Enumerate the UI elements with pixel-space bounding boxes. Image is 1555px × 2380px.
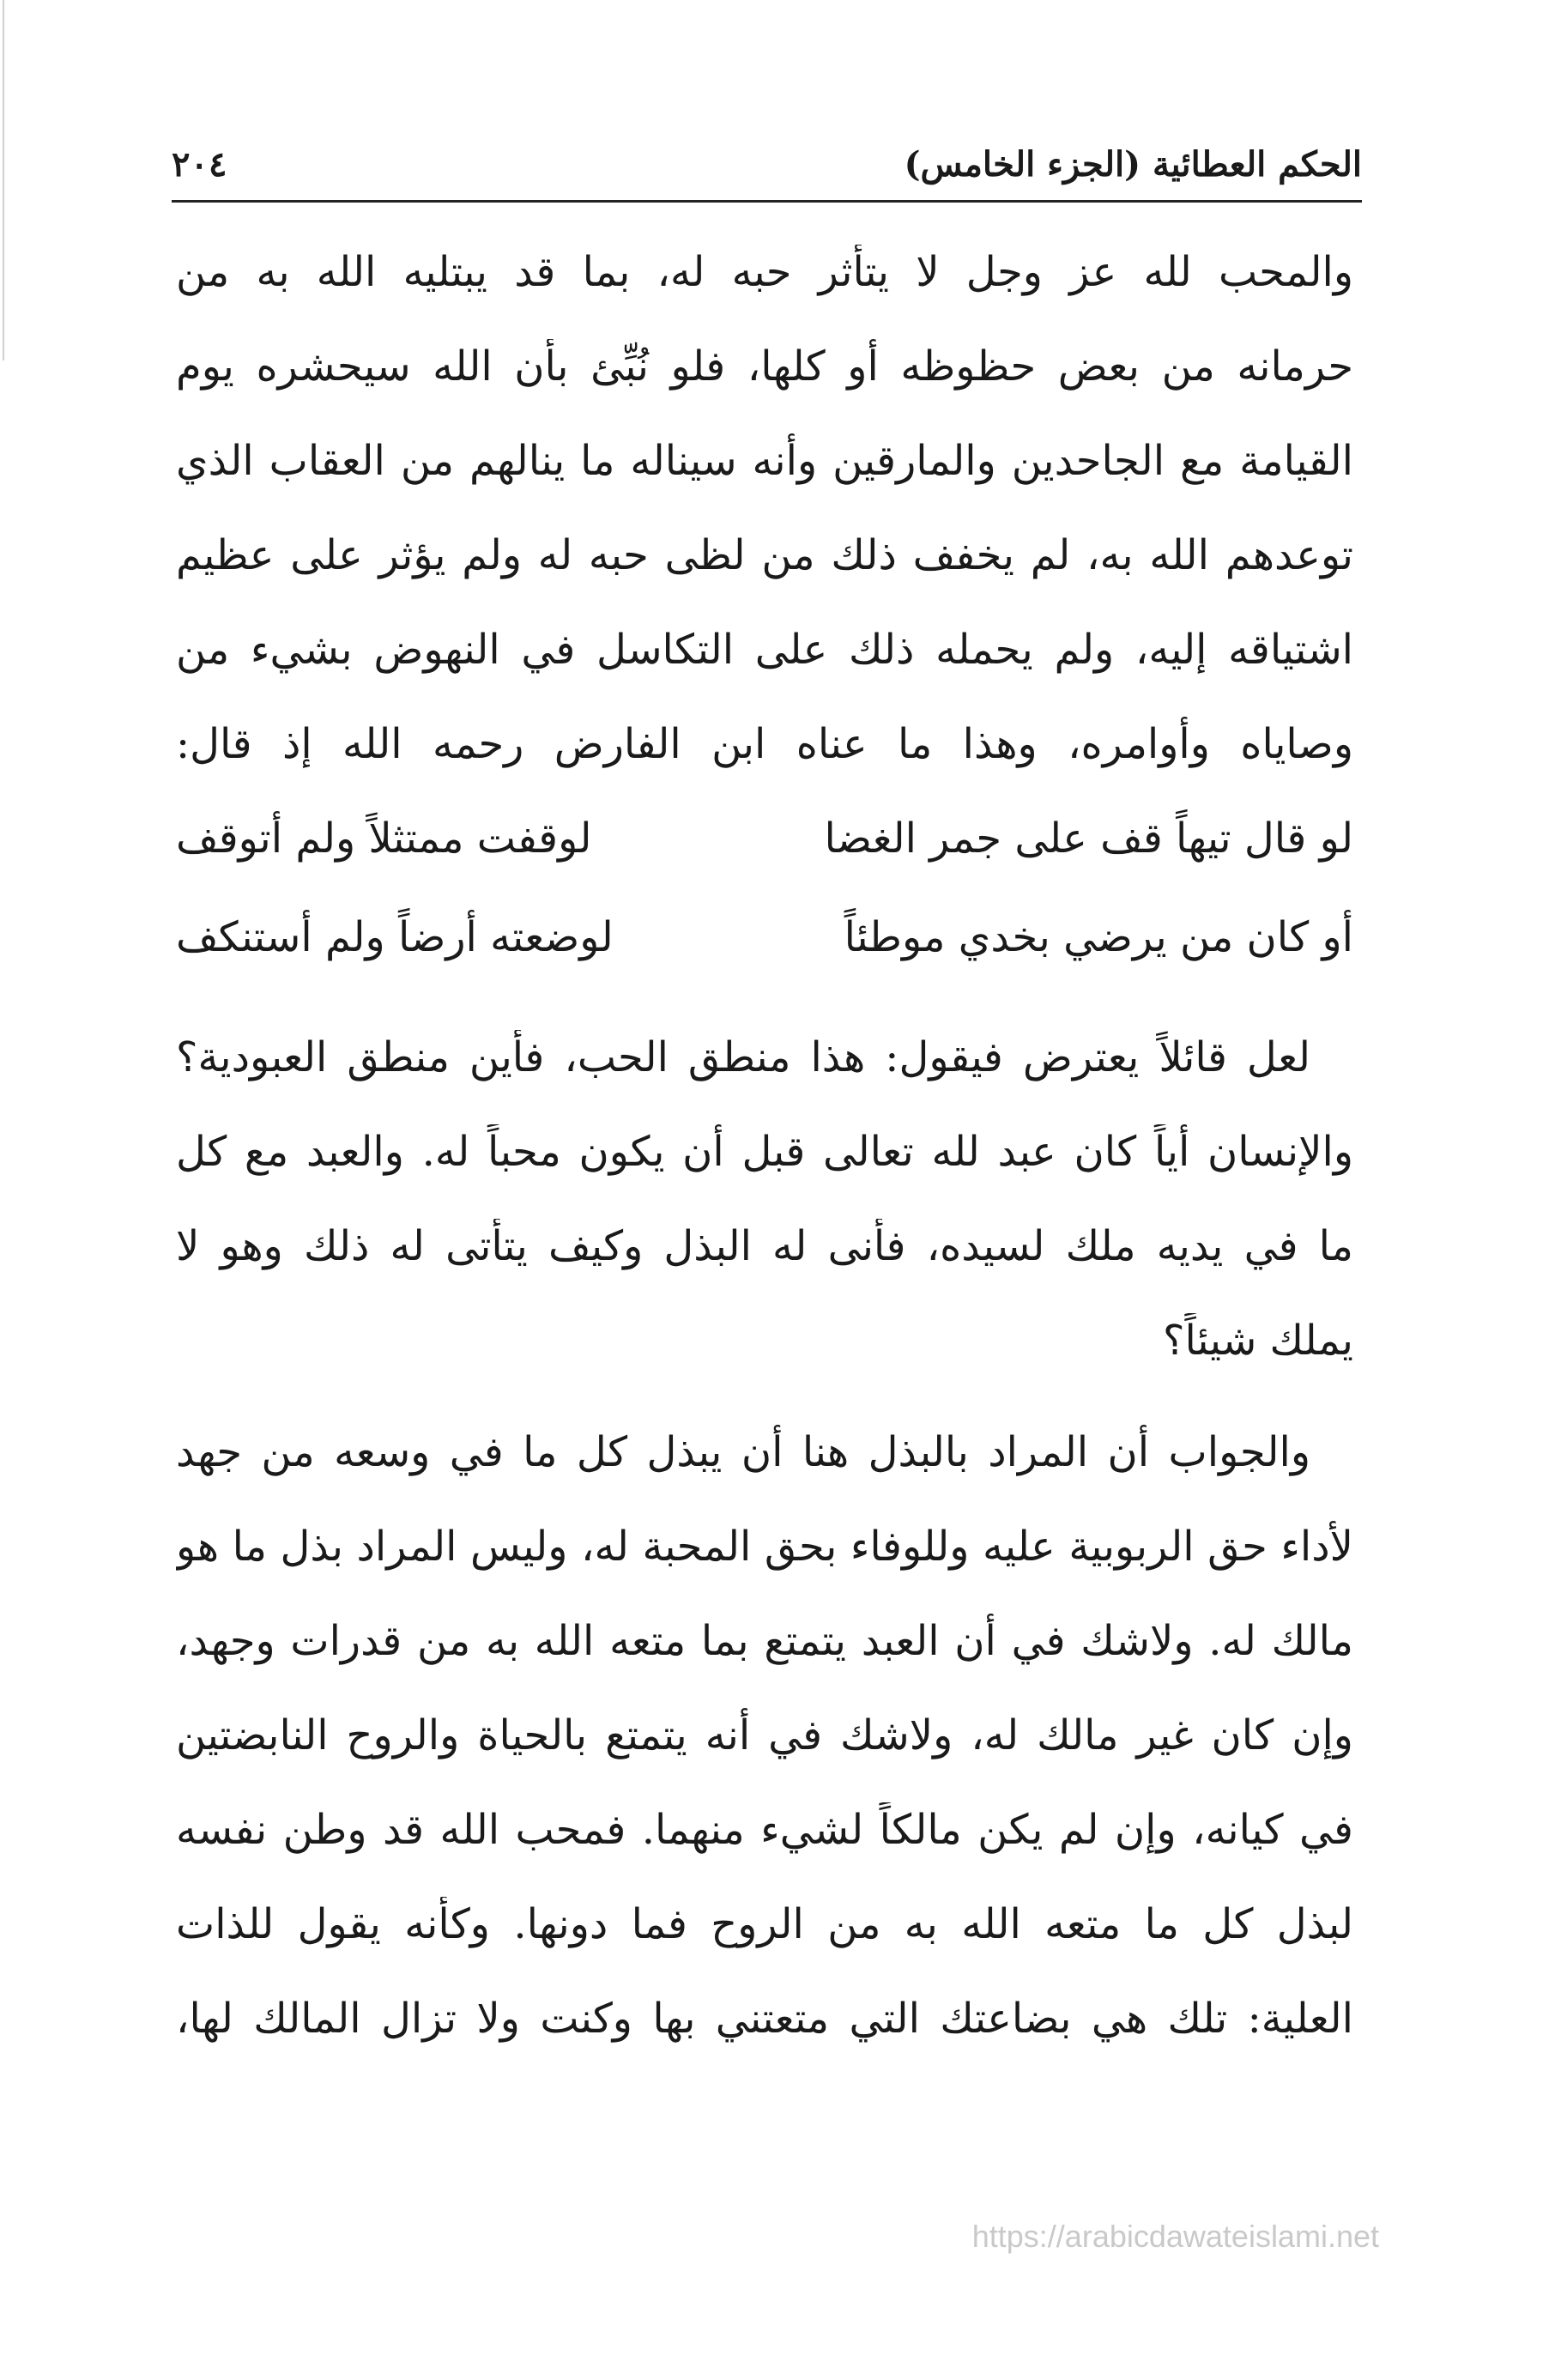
text-line: مالك له. ولاشك في أن العبد يتمتع بما متعه الله به من قدرات وجهد، bbox=[176, 1617, 1353, 1665]
text-line: والمحب لله عز وجل لا يتأثر حبه له، بما قد يبتليه الله به من bbox=[176, 248, 1353, 296]
verse-second-hemistich: لوضعته أرضاً ولم أستنكف bbox=[176, 913, 614, 961]
text-line: اشتياقه إليه، ولم يحمله ذلك على التكاسل في النهوض بشيء من bbox=[176, 626, 1353, 674]
text-line: والإنسان أياً كان عبد لله تعالى قبل أن يكون محباً له. والعبد مع كل bbox=[176, 1128, 1353, 1176]
text-line: يملك شيئاً؟ bbox=[1163, 1317, 1353, 1365]
page-number: ٢٠٤ bbox=[172, 144, 227, 185]
scan-edge-line bbox=[3, 0, 4, 360]
header-rule bbox=[172, 200, 1362, 203]
page-header bbox=[172, 137, 1362, 197]
running-title: الحكم العطائية (الجزء الخامس) bbox=[904, 144, 1362, 185]
text-line: لعل قائلاً يعترض فيقول: هذا منطق الحب، فأين منطق العبودية؟ bbox=[176, 1033, 1310, 1081]
text-line: القيامة مع الجاحدين والمارقين وأنه سيناله ما ينالهم من العقاب الذي bbox=[176, 437, 1353, 485]
text-line: والجواب أن المراد بالبذل هنا أن يبذل كل ما في وسعه من جهد bbox=[176, 1428, 1310, 1476]
verse-first-hemistich: لو قال تيهاً قف على جمر الغضا bbox=[824, 815, 1353, 863]
text-line: توعدهم الله به، لم يخفف ذلك من لظى حبه له ولم يؤثر على عظيم bbox=[176, 531, 1353, 579]
verse-first-hemistich: أو كان من يرضي بخدي موطئاً bbox=[844, 913, 1353, 961]
text-line: لبذل كل ما متعه الله به من الروح فما دونها. وكأنه يقول للذات bbox=[176, 1900, 1353, 1948]
text-line: وصاياه وأوامره، وهذا ما عناه ابن الفارض رحمه الله إذ قال: bbox=[176, 720, 1353, 768]
verse-second-hemistich: لوقفت ممتثلاً ولم أتوقف bbox=[176, 815, 592, 863]
text-line: لأداء حق الربوبية عليه وللوفاء بحق المحبة له، وليس المراد بذل ما هو bbox=[176, 1523, 1353, 1571]
text-line: ما في يديه ملك لسيده، فأنى له البذل وكيف يتأتى له ذلك وهو لا bbox=[176, 1222, 1353, 1270]
text-line: وإن كان غير مالك له، ولاشك في أنه يتمتع بالحياة والروح النابضتين bbox=[176, 1711, 1353, 1759]
poem-verse bbox=[176, 811, 1353, 866]
poem-verse bbox=[176, 910, 1353, 965]
text-line: حرمانه من بعض حظوظه أو كلها، فلو نُبِّئ بأن الله سيحشره يوم bbox=[176, 342, 1353, 391]
text-line: العلية: تلك هي بضاعتك التي متعتني بها وكنت ولا تزال المالك لها، bbox=[176, 1995, 1353, 2043]
text-line: في كيانه، وإن لم يكن مالكاً لشيء منهما. فمحب الله قد وطن نفسه bbox=[176, 1806, 1353, 1854]
watermark-url: https://arabicdawateislami.net bbox=[971, 2219, 1379, 2254]
